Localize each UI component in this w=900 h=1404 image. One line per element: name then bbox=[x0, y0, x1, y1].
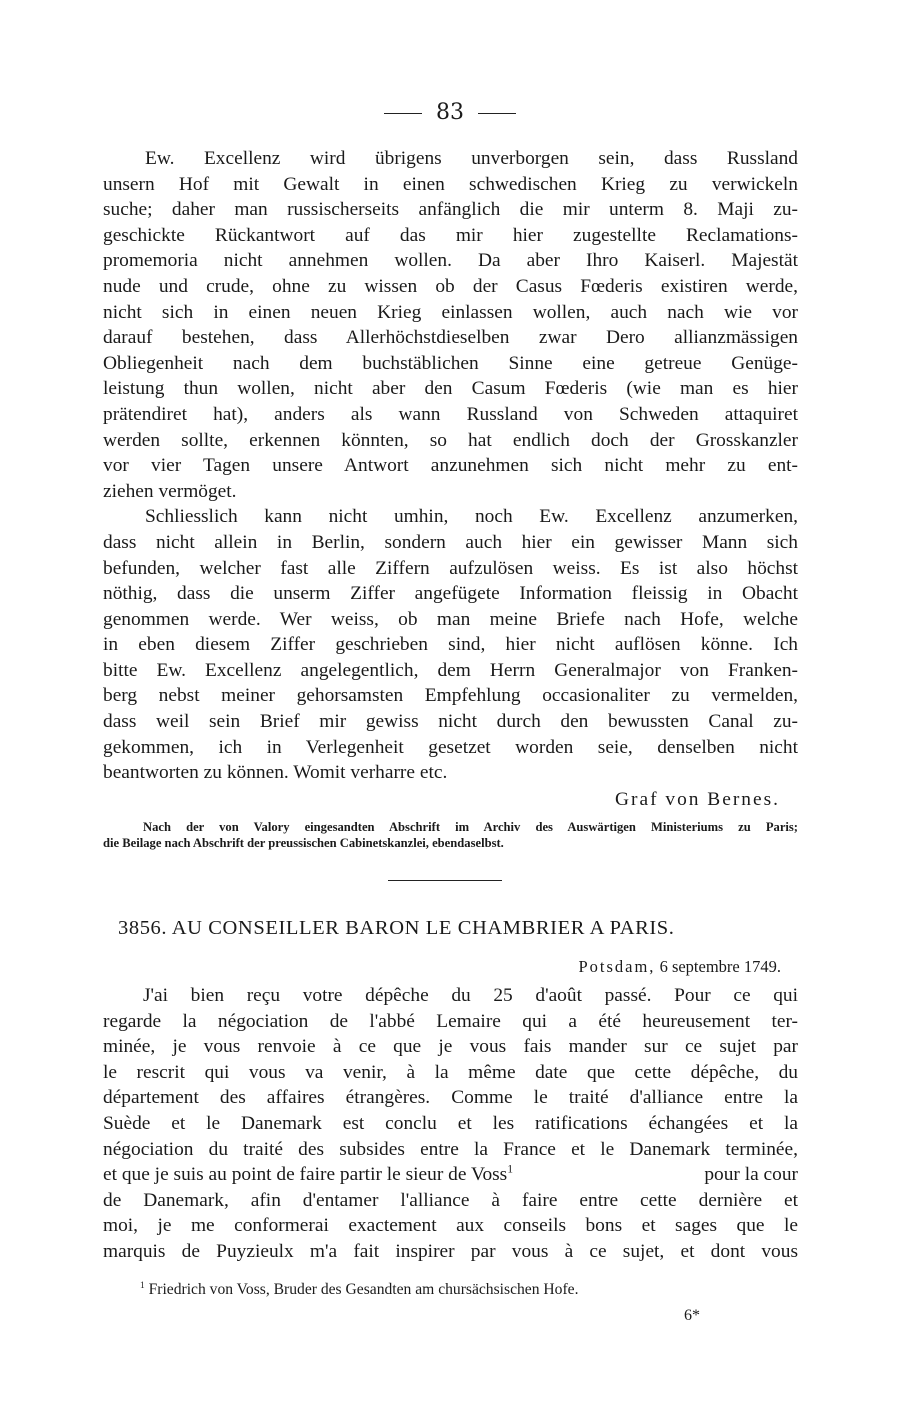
text-line-tail: pour la cour bbox=[704, 1164, 798, 1186]
text-line: dass weil sein Brief mir gewiss nicht durch den bewussten Canal zu- bbox=[103, 711, 798, 733]
footnote-text: Friedrich von Voss, Bruder des Gesandten am chursächsischen Hofe. bbox=[148, 1281, 579, 1298]
text-line: leistung thun wollen, nicht aber den Casum Fœderis (wie man es hier bbox=[103, 378, 798, 400]
text-line: marquis de Puyzieulx m'a fait inspirer par vous à ce sujet, et dont vous bbox=[103, 1240, 798, 1262]
text-line: nude und crude, ohne zu wissen ob der Casus Fœderis existiren werde, bbox=[103, 275, 798, 297]
dateline bbox=[519, 957, 781, 977]
source-note bbox=[103, 820, 798, 851]
text-line: darauf bestehen, dass Allerhöchstdieselben zwar Dero allianzmässigen bbox=[103, 327, 798, 349]
text-line: werden sollte, erkennen könnten, so hat endlich doch der Grosskanzler bbox=[103, 429, 798, 451]
text-line: ziehen vermöget. bbox=[103, 480, 237, 502]
signature-mark: 6* bbox=[684, 1307, 700, 1324]
text-line bbox=[103, 1162, 798, 1188]
dateline-date: 6 septembre 1749. bbox=[659, 957, 781, 976]
page-number: 83 bbox=[436, 100, 464, 125]
text-line: Suède et le Danemark est conclu et les ratifications échangées et la bbox=[103, 1112, 798, 1134]
letter-body bbox=[103, 983, 798, 1265]
text-line: minée, je vous renvoie à ce que je vous fais mander sur ce sujet par bbox=[103, 1036, 798, 1058]
text-line: nöthig, dass die unserm Ziffer angefügete Information fleissig in Obacht bbox=[103, 583, 798, 605]
text-line: dass nicht allein in Berlin, sondern auch hier ein gewisser Mann sich bbox=[103, 531, 798, 553]
page-header bbox=[0, 100, 900, 125]
text-line: vor vier Tagen unsere Antwort anzunehmen sich nicht mehr zu ent- bbox=[103, 455, 798, 477]
text-line: Ew. Excellenz wird übrigens unverborgen sein, dass Russland bbox=[145, 148, 798, 169]
text-line: regarde la négociation de l'abbé Lemaire qui a été heureusement ter- bbox=[103, 1010, 798, 1032]
text-line: bitte Ew. Excellenz angelegentlich, dem Herrn Generalmajor von Franken- bbox=[103, 659, 798, 681]
text-line: prätendiret hat), anders als wann Russland von Schweden attaquiret bbox=[103, 403, 798, 425]
text-line: unsern Hof mit Gewalt in einen schwedischen Krieg zu verwickeln bbox=[103, 173, 798, 195]
section-divider bbox=[388, 880, 502, 881]
note-line: die Beilage nach Abschrift der preussischen Cabinetskanzlei, ebendaselbst. bbox=[103, 835, 504, 850]
letter-heading: 3856. AU CONSEILLER BARON LE CHAMBRIER A PARIS. bbox=[118, 917, 675, 939]
note-line: Nach der von Valory eingesandten Abschrift im Archiv des Auswärtigen Ministeriums zu Paris; bbox=[143, 820, 798, 834]
text-line: Schliesslich kann nicht umhin, noch Ew. Excellenz anzumerken, bbox=[145, 506, 798, 528]
text-line: in eben diesem Ziffer geschrieben sind, hier nicht auflösen könne. Ich bbox=[103, 634, 798, 656]
text-line: négociation du traité des subsides entre la France et le Danemark terminée, bbox=[103, 1138, 798, 1160]
letter-signature: Graf von Bernes. bbox=[615, 789, 780, 810]
text-line: suche; daher man russischerseits anfänglich die mir unterm 8. Maji zu- bbox=[103, 199, 798, 221]
footnote-mark: 1 bbox=[140, 1280, 145, 1291]
text-line: promemoria nicht annehmen wollen. Da aber Ihro Kaiserl. Majestät bbox=[103, 250, 798, 272]
text-line: genommen werde. Wer weiss, ob man meine Briefe nach Hofe, welche bbox=[103, 608, 798, 630]
text-line: moi, je me conformerai exactement aux conseils bons et sages que le bbox=[103, 1215, 798, 1237]
text-line: beantworten zu können. Womit verharre etc. bbox=[103, 762, 448, 784]
text-line-part: et que je suis au point de faire partir le sieur de Voss bbox=[103, 1164, 508, 1186]
text-line: de Danemark, afin d'entamer l'alliance à faire entre cette dernière et bbox=[103, 1189, 798, 1211]
header-dash-left bbox=[384, 113, 422, 114]
text-line-head bbox=[103, 1162, 513, 1188]
text-line: Obliegenheit nach dem buchstäblichen Sinne eine getreue Genüge- bbox=[103, 352, 798, 374]
header-dash-right bbox=[478, 113, 516, 114]
text-line: befunden, welcher fast alle Ziffern aufzulösen weiss. Es ist also höchst bbox=[103, 557, 798, 579]
text-line: J'ai bien reçu votre dépêche du 25 d'août passé. Pour ce qui bbox=[143, 985, 798, 1006]
text-line: département des affaires étrangères. Comme le traité d'alliance entre la bbox=[103, 1087, 798, 1109]
dateline-place: Potsdam, bbox=[578, 957, 656, 976]
footnote-ref: 1 bbox=[507, 1162, 514, 1176]
text-line: le rescrit qui vous va venir, à la même date que cette dépêche, du bbox=[103, 1061, 798, 1083]
text-line: nicht sich in einen neuen Krieg einlassen wollen, auch nach wie vor bbox=[103, 301, 798, 323]
text-line: berg nebst meiner gehorsamsten Empfehlung occasionaliter zu vermelden, bbox=[103, 685, 798, 707]
text-line: gekommen, ich in Verlegenheit gesetzet worden seie, denselben nicht bbox=[103, 736, 798, 758]
text-line: geschickte Rückantwort auf das mir hier zugestellte Reclamations- bbox=[103, 224, 798, 246]
footnote bbox=[140, 1281, 780, 1299]
letter-continuation bbox=[103, 146, 798, 786]
